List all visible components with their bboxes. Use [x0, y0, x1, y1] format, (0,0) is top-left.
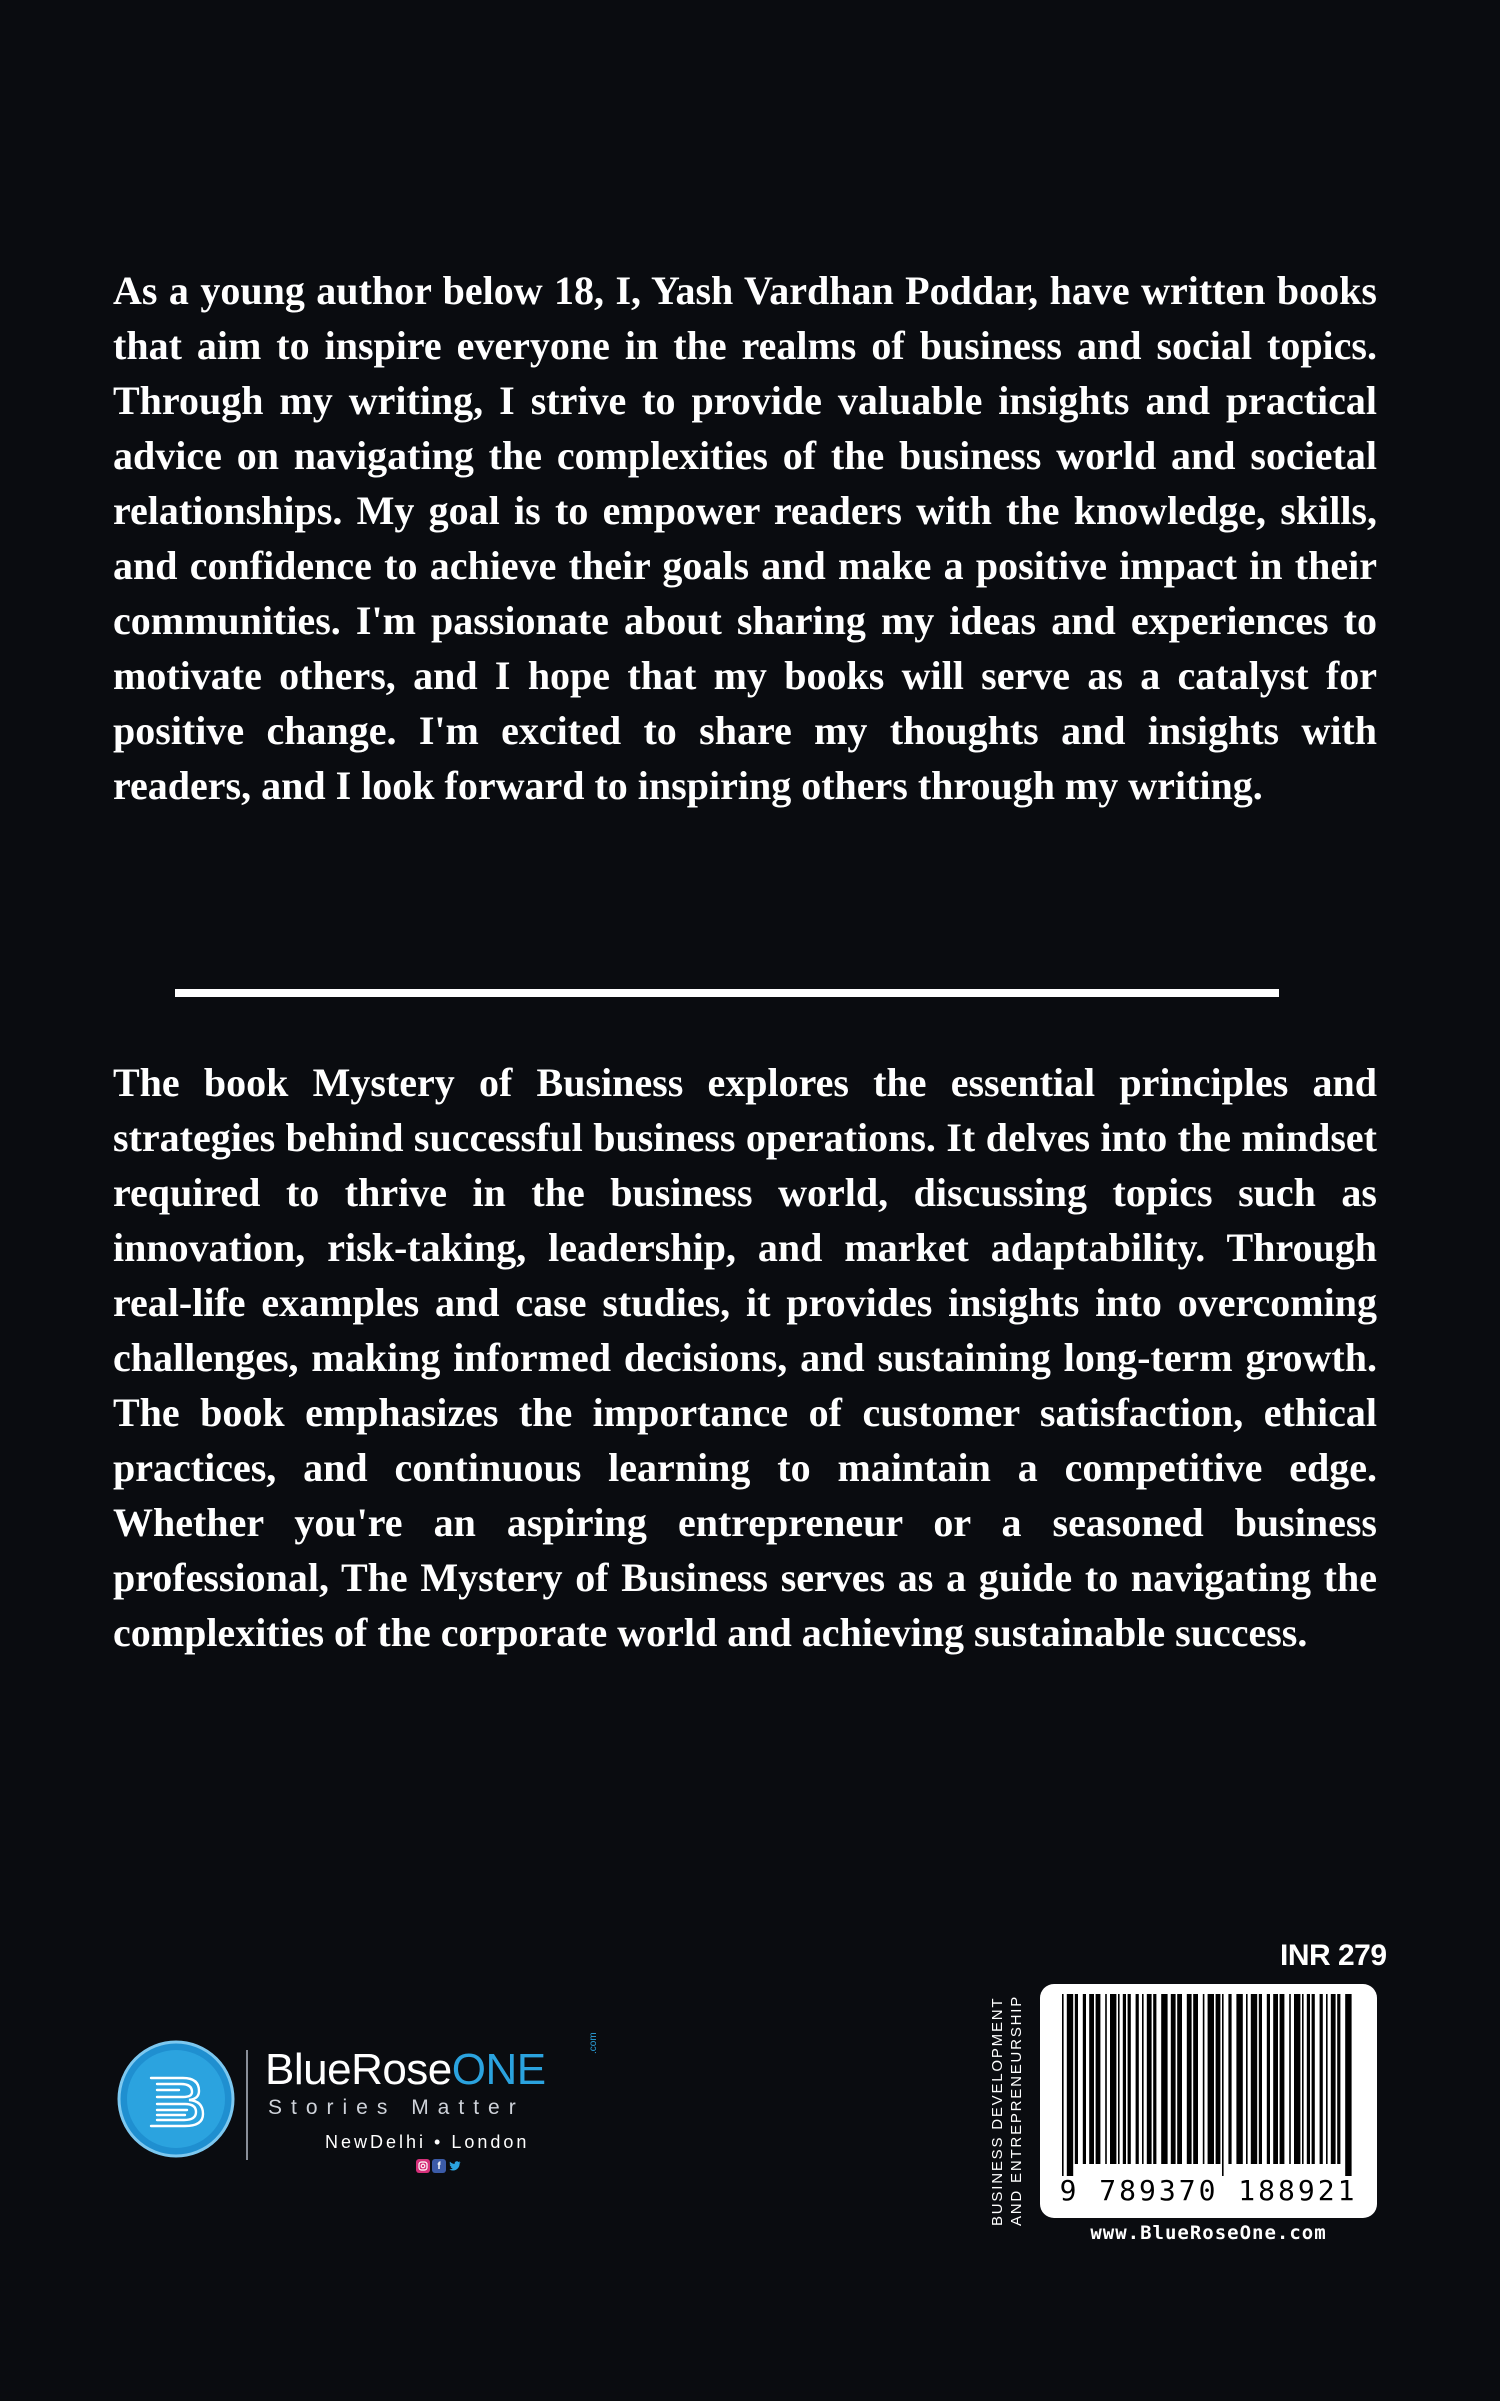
barcode-bar [1193, 1994, 1198, 2164]
publisher-cities: NewDelhi • London [325, 2132, 530, 2152]
barcode-bar [1331, 1994, 1336, 2164]
barcode-bar [1187, 1994, 1192, 2164]
barcode-bar [1089, 1994, 1094, 2164]
barcode-bar [1062, 1994, 1064, 2176]
book-description-paragraph: The book Mystery of Business explores the essential principles and strategies behind successful business operations. It delves into the mindset required to thrive in the business world, discussing topics such as innovation, risk-taking, leadership, and market adaptability. Through real-life examples and case studies, it provides insights into overcoming challenges, making informed decisions, and sustaining long-term growth. The book emphasizes the importance of customer satisfaction, ethical practices, and continuous learning to maintain a competitive edge. Whether you're an aspiring entrepreneur or a seasoned business professional, The Mystery of Business serves as a guide to navigating the complexities of the corporate world and achieving sustainable success. [113, 1060, 1377, 1655]
category-label [988, 1986, 1026, 2226]
barcode-bar [1105, 1994, 1107, 2164]
barcode-bar [1123, 1994, 1126, 2164]
barcode-bar [1203, 1994, 1205, 2164]
twitter-icon [448, 2159, 462, 2173]
barcode-bar [1251, 1994, 1257, 2164]
barcode-bar [1147, 1994, 1152, 2164]
isbn-number: 9 789370 188921 [1059, 2174, 1358, 2207]
barcode-bar [1228, 1994, 1231, 2164]
barcode-bar [1345, 1994, 1351, 2176]
social-icons [416, 2159, 462, 2173]
barcode-bar [1161, 1994, 1167, 2164]
facebook-icon: f [432, 2159, 446, 2173]
barcode-bar [1208, 1994, 1214, 2164]
divider-line [175, 989, 1279, 997]
barcode-bar [1142, 1994, 1144, 2164]
bluerose-logo-icon [117, 2040, 235, 2158]
publisher-website: www.BlueRoseOne.com [1090, 2222, 1327, 2244]
barcode-bar [1075, 1994, 1078, 2164]
isbn-barcode [1058, 1994, 1359, 2176]
barcode-bar [1110, 1994, 1116, 2164]
barcode-bar [1289, 1994, 1291, 2164]
publisher-name [265, 2046, 546, 2094]
barcode-bar [1177, 1994, 1182, 2164]
barcode-bar [1307, 1994, 1310, 2164]
barcode-bar [1171, 1994, 1176, 2164]
barcode-bar [1326, 1994, 1328, 2164]
barcode-bar [1246, 1994, 1248, 2164]
logo-separator [246, 2050, 248, 2160]
barcode-bar [1280, 1994, 1285, 2164]
barcode-bar [1294, 1994, 1300, 2164]
barcode-bar [1312, 1994, 1315, 2164]
barcode-bar [1267, 1994, 1270, 2164]
price-label: INR 279 [1280, 1939, 1387, 1972]
barcode-bar [1118, 1994, 1120, 2164]
barcode-bar [1236, 1994, 1242, 2164]
barcode-bar [1128, 1994, 1131, 2164]
barcode-panel [1040, 1984, 1377, 2218]
barcode-bar [1216, 1994, 1221, 2164]
barcode-bar [1083, 1994, 1086, 2164]
barcode-bar [1096, 1994, 1101, 2164]
barcode-bar [1153, 1994, 1156, 2164]
author-bio-paragraph: As a young author below 18, I, Yash Vardhan Poddar, have written books that aim to inspire everyone in the realms of business and social topics. Through my writing, I strive to provide valuable insights and practical advice on navigating the complexities of the business world and societal relationships. My goal is to empower readers with the knowledge, skills, and confidence to achieve their goals and make a positive impact in their communities. I'm passionate about sharing my ideas and experiences to motivate others, and I hope that my books will serve as a catalyst for positive change. I'm excited to share my thoughts and insights with readers, and I look forward to inspiring others through my writing. [113, 268, 1377, 808]
category-line-2: AND ENTREPRENEURSHIP [1008, 1994, 1025, 2226]
publisher-tagline: Stories Matter [268, 2096, 525, 2119]
barcode-bar [1222, 1994, 1224, 2176]
publisher-name-part1: BlueRose [265, 2045, 452, 2094]
category-line-1: BUSINESS DEVELOPMENT [989, 1996, 1006, 2226]
barcode-bar [1259, 1994, 1262, 2164]
barcode-bar [1337, 1994, 1340, 2164]
publisher-domain-suffix: .com [588, 2032, 599, 2054]
barcode-bar [1136, 1994, 1139, 2164]
instagram-icon [416, 2159, 430, 2173]
barcode-bar [1067, 1994, 1073, 2176]
publisher-name-part2: ONE [451, 2045, 546, 2094]
barcode-bar [1302, 1994, 1304, 2164]
barcode-bar [1273, 1994, 1278, 2164]
barcode-bar [1320, 1994, 1323, 2164]
